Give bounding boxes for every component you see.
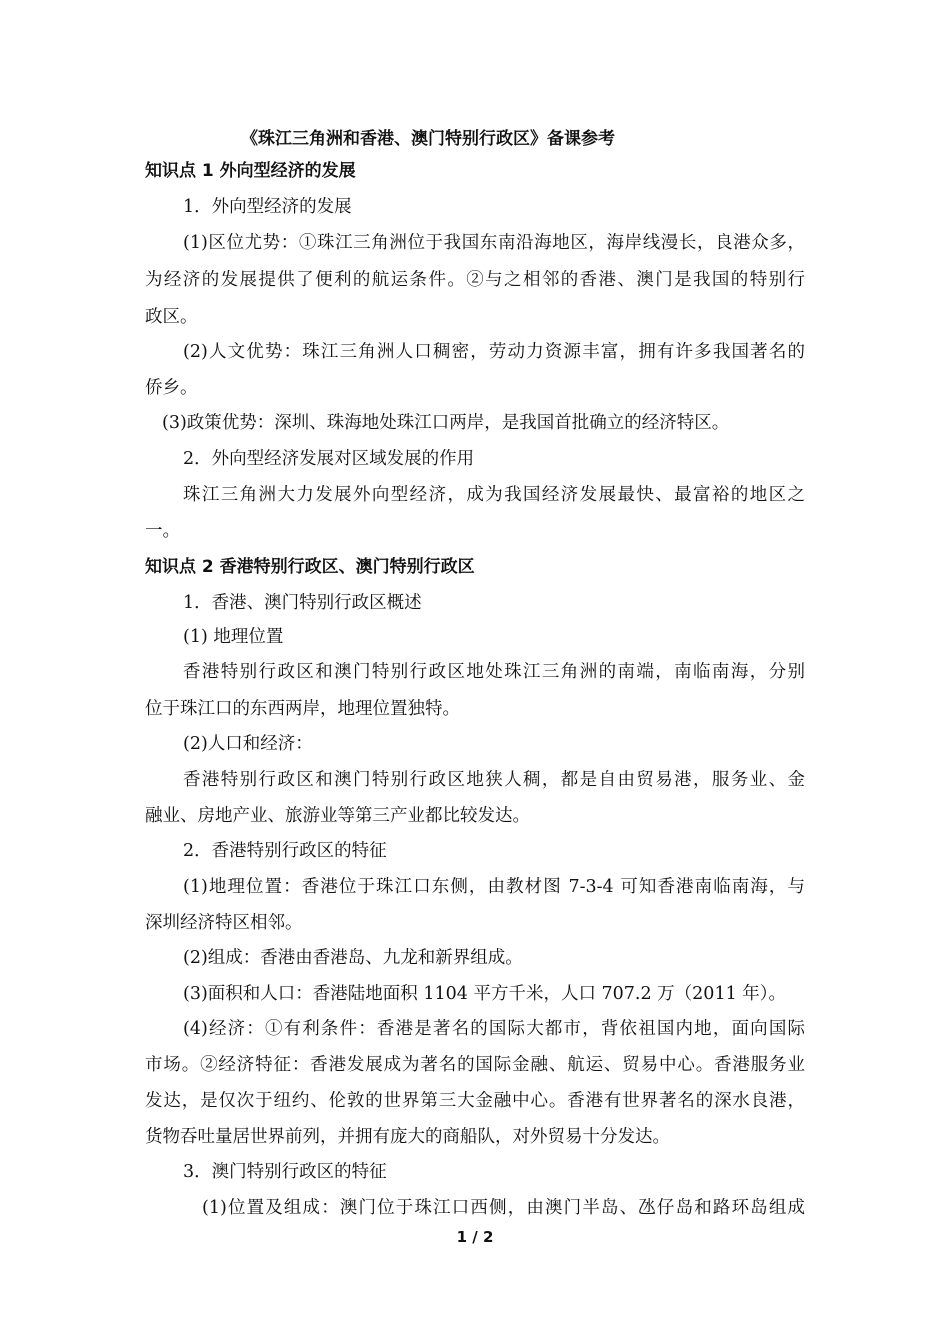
paragraph-line: (1)地理位置：香港位于珠江口东侧，由教材图 7-3-4 可知香港南临南海，与	[183, 877, 805, 897]
paragraph-line: (3)面积和人口：香港陆地面积 1104 平方千米，人口 707.2 万（2011 年）。	[183, 984, 787, 1004]
paragraph-line: 珠江三角洲大力发展外向型经济，成为我国经济发展最快、最富裕的地区之	[183, 485, 805, 505]
subheading: 3．澳门特别行政区的特征	[183, 1162, 387, 1182]
subheading: 2．香港特别行政区的特征	[183, 841, 387, 861]
paragraph-line: (1)位置及组成：澳门位于珠江口西侧，由澳门半岛、氹仔岛和路环岛组成	[202, 1198, 805, 1218]
paragraph-line: 货物吞吐量居世界前列，并拥有庞大的商船队，对外贸易十分发达。	[145, 1127, 670, 1147]
paragraph-line: 为经济的发展提供了便利的航运条件。②与之相邻的香港、澳门是我国的特别行	[145, 270, 805, 290]
section-heading-1: 知识点 1 外向型经济的发展	[145, 161, 356, 181]
section-heading-2: 知识点 2 香港特别行政区、澳门特别行政区	[145, 557, 475, 577]
subheading: 2．外向型经济发展对区域发展的作用	[183, 449, 475, 469]
paragraph-line: (2)人文优势：珠江三角洲人口稠密，劳动力资源丰富，拥有许多我国著名的	[183, 342, 805, 362]
paragraph-line: 市场。②经济特征：香港发展成为著名的国际金融、航运、贸易中心。香港服务业	[145, 1055, 805, 1075]
paragraph-line: 香港特别行政区和澳门特别行政区地处珠江三角洲的南端，南临南海，分别	[183, 662, 805, 682]
paragraph-line: 侨乡。	[145, 378, 198, 398]
paragraph-line: (4)经济：①有利条件：香港是著名的国际大都市，背依祖国内地，面向国际	[183, 1019, 805, 1039]
paragraph-line: (1)区位尤势：①珠江三角洲位于我国东南沿海地区，海岸线漫长，良港众多，	[183, 233, 805, 253]
paragraph-line: (1) 地理位置	[183, 627, 284, 647]
paragraph-line: (2)人口和经济：	[183, 734, 313, 754]
paragraph-line: 位于珠江口的东西两岸，地理位置独特。	[145, 699, 460, 719]
subheading: 1．香港、澳门特别行政区概述	[183, 593, 422, 613]
paragraph-line: 发达，是仅次于纽约、伦敦的世界第三大金融中心。香港有世界著名的深水良港，	[145, 1091, 805, 1111]
subheading: 1．外向型经济的发展	[183, 197, 352, 217]
paragraph-line: 融业、房地产业、旅游业等第三产业都比较发达。	[145, 806, 530, 826]
paragraph-line: (3)政策优势：深圳、珠海地处珠江口两岸，是我国首批确立的经济特区。	[162, 413, 730, 433]
paragraph-line: 一。	[145, 521, 180, 541]
paragraph-line: (2)组成：香港由香港岛、九龙和新界组成。	[183, 948, 523, 968]
paragraph-line: 政区。	[145, 307, 198, 327]
page-number: 1 / 2	[456, 1228, 494, 1246]
document-title: 《珠江三角洲和香港、澳门特别行政区》备课参考	[241, 129, 615, 149]
paragraph-line: 香港特别行政区和澳门特别行政区地狭人稠，都是自由贸易港，服务业、金	[183, 770, 805, 790]
paragraph-line: 深圳经济特区相邻。	[145, 913, 303, 933]
